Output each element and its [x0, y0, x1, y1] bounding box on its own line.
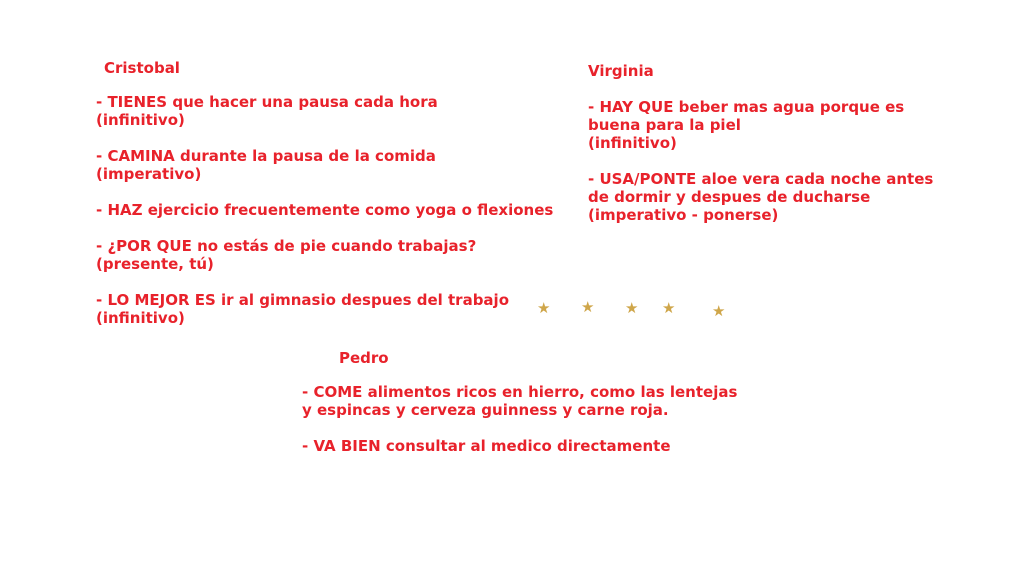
star-icon: ★	[581, 298, 595, 316]
virginia-item: - HAY QUE beber mas agua porque es buena para la piel (infinitivo)	[588, 98, 905, 152]
star-icon: ★	[537, 299, 551, 317]
star-icon: ★	[625, 299, 639, 317]
cristobal-name: Cristobal	[104, 59, 180, 77]
virginia-name: Virginia	[588, 62, 654, 80]
virginia-section	[588, 62, 968, 242]
cristobal-item: - CAMINA durante la pausa de la comida (imperativo)	[96, 147, 436, 183]
pedro-name: Pedro	[339, 349, 389, 367]
star-icon: ★	[662, 299, 676, 317]
cristobal-item: - HAZ ejercicio frecuentemente como yoga o flexiones	[96, 201, 554, 219]
virginia-item: - USA/PONTE aloe vera cada noche antes de dormir y despues de ducharse (imperativo - ponerse)	[588, 170, 934, 224]
cristobal-item: - ¿POR QUE no estás de pie cuando trabajas? (presente, tú)	[96, 237, 477, 273]
pedro-item: - VA BIEN consultar al medico directamente	[302, 437, 671, 455]
star-icon: ★	[712, 302, 726, 320]
pedro-section	[302, 349, 782, 473]
pedro-item: - COME alimentos ricos en hierro, como las lentejas y espincas y cerveza guinness y carne roja.	[302, 383, 738, 419]
cristobal-item: - TIENES que hacer una pausa cada hora (infinitivo)	[96, 93, 438, 129]
cristobal-section	[96, 59, 566, 345]
cristobal-item: - LO MEJOR ES ir al gimnasio despues del trabajo (infinitivo)	[96, 291, 509, 327]
